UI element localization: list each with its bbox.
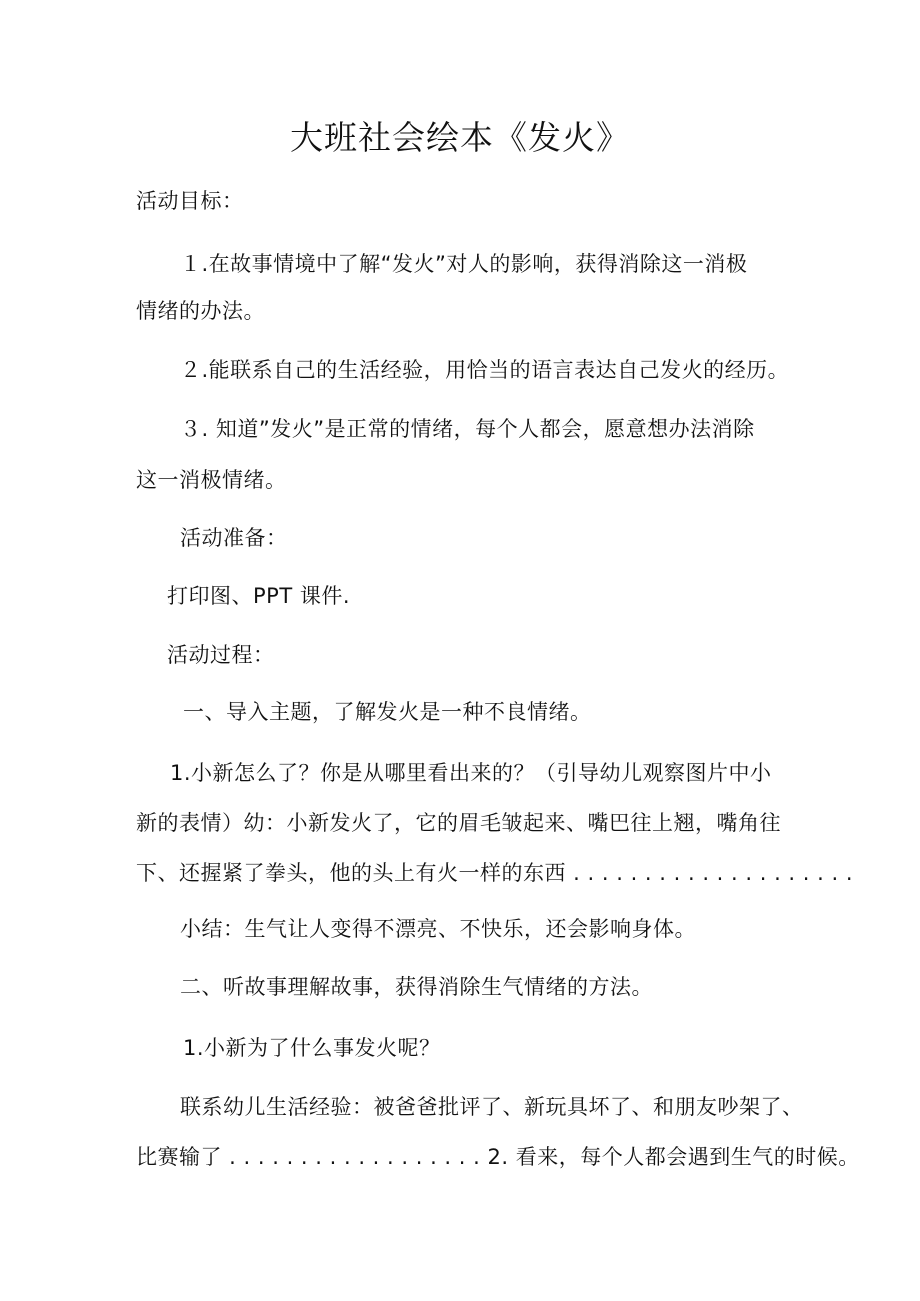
- process-step-1-line-1: 1.小新怎么了？你是从哪里看出来的？（引导幼儿观察图片中小: [170, 761, 772, 785]
- life-experience-line-2: 比赛输了 . . . . . . . . . . . . . . . . . . 2. 看来，每个人都会遇到生气的时候。: [136, 1145, 860, 1169]
- section-heading-process: 活动过程：: [167, 643, 275, 667]
- goal-2: ２.能联系自己的生活经验，用恰当的语言表达自己发火的经历。: [180, 358, 790, 382]
- process-step-1-line-3: 下、还握紧了拳头，他的头上有火一样的东西 . . . . . . . . . . . . . . . . . . . .: [136, 861, 854, 885]
- process-step-1-line-2: 新的表情）幼：小新发火了，它的眉毛皱起来、嘴巴往上翘，嘴角往: [136, 811, 781, 835]
- process-part-2-heading: 二、听故事理解故事，获得消除生气情绪的方法。: [180, 975, 653, 999]
- section-heading-goals: 活动目标：: [136, 189, 244, 213]
- life-experience-line-1: 联系幼儿生活经验：被爸爸批评了、新玩具坏了、和朋友吵架了、: [180, 1095, 804, 1119]
- goal-3-line-1: ３. 知道”发火”是正常的情绪，每个人都会，愿意想办法消除: [180, 417, 755, 441]
- preparation-text: 打印图、PPT 课件.: [167, 584, 351, 608]
- section-heading-preparation: 活动准备：: [180, 526, 288, 550]
- goal-1-line-2: 情绪的办法。: [136, 299, 265, 323]
- summary-text: 小结：生气让人变得不漂亮、不快乐，还会影响身体。: [180, 917, 696, 941]
- goal-1-line-1: １.在故事情境中了解“发火”对人的影响，获得消除这一消极: [180, 252, 748, 276]
- goal-3-line-2: 这一消极情绪。: [136, 468, 287, 492]
- process-part-2-step-1: 1.小新为了什么事发火呢？: [183, 1036, 441, 1060]
- document-title: 大班社会绘本《发火》: [290, 118, 630, 157]
- process-part-1-heading: 一、导入主题，了解发火是一种不良情绪。: [183, 700, 592, 724]
